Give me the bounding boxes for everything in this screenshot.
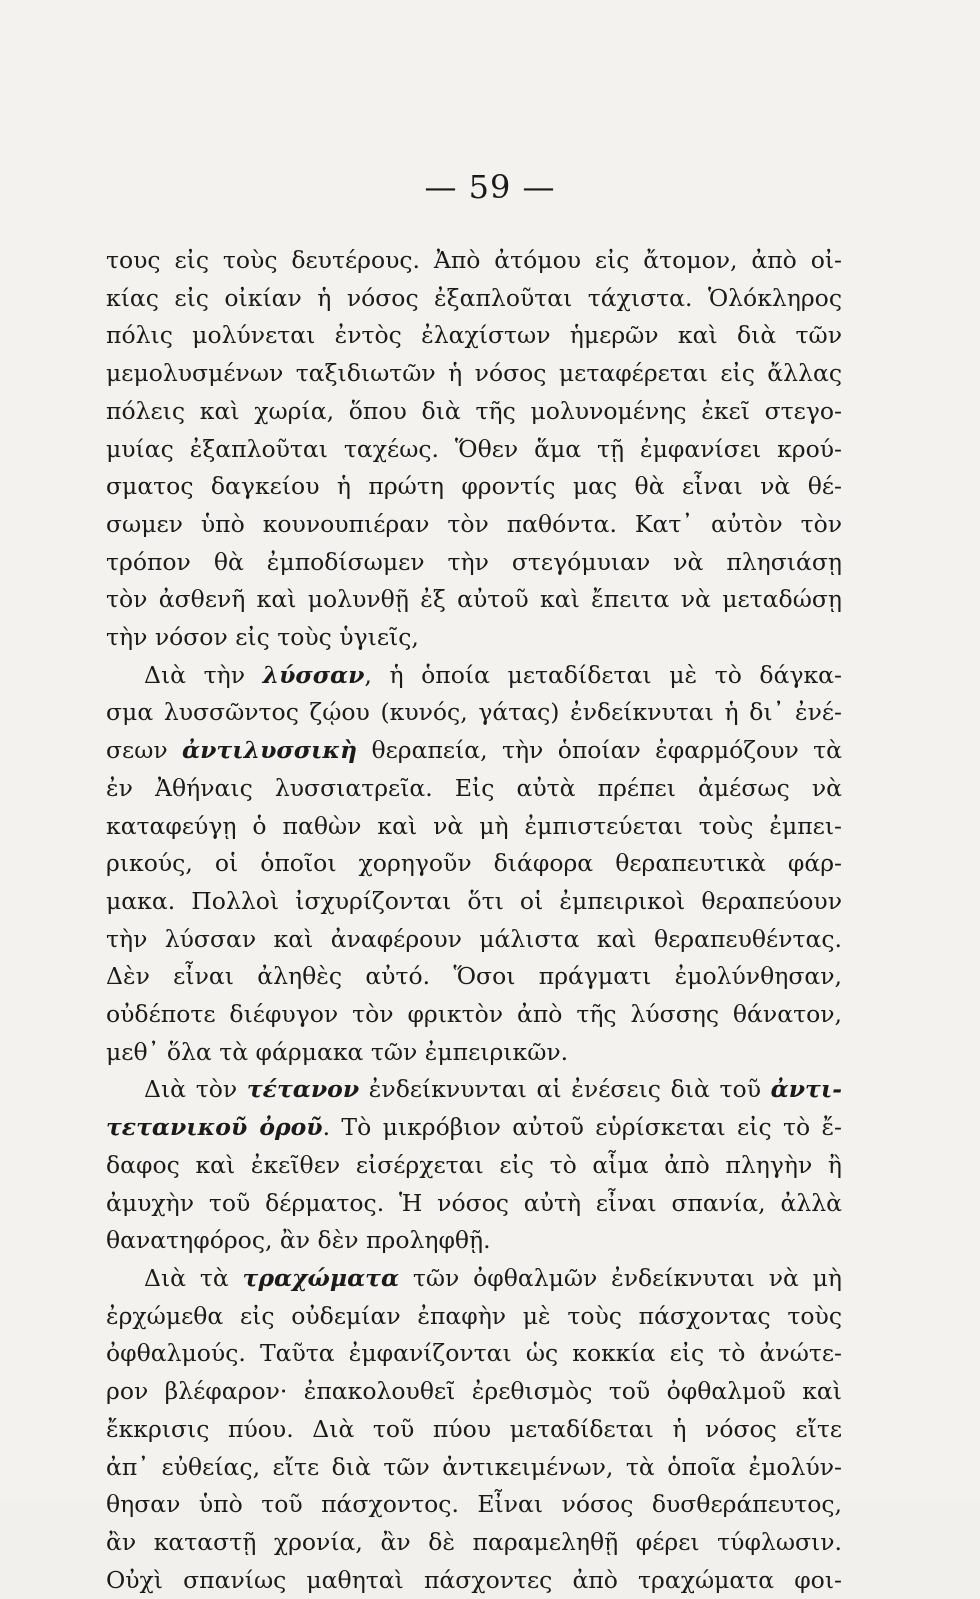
text-line [106, 468, 842, 506]
text-segment: σμα λυσσῶντος ζῴου (κυνός, γάτας) ἐνδείκνυται ἡ δι᾽ ἐνέ- [106, 698, 842, 727]
text-segment: μακα. Πολλοὶ ἰσχυρίζονται ὅτι οἱ ἐμπειρικοὶ θεραπεύουν [106, 886, 842, 915]
text-segment: σεων [106, 736, 183, 765]
text-line [106, 393, 842, 431]
text-segment: τους εἰς τοὺς δευτέρους. Ἀπὸ ἀτόμου εἰς ἄτομον, ἀπὸ οἰ- [106, 246, 842, 274]
text-segment: τὴν λύσσαν καὶ ἀναφέρουν μάλιστα καὶ θεραπευθέντας. [106, 924, 842, 953]
text-segment: καταφεύγῃ ὁ παθὼν καὶ νὰ μὴ ἐμπιστεύεται τοὺς ἐμπει- [106, 811, 842, 840]
text-segment: τῶν ὀφθαλμῶν ἐνδείκνυται νὰ μὴ [399, 1263, 842, 1292]
text-segment: θησαν ὑπὸ τοῦ πάσχοντος. Εἶναι νόσος δυσθεράπευτος, [106, 1490, 842, 1519]
text-segment: μεμολυσμένων ταξιδιωτῶν ἡ νόσος μεταφέρεται εἰς ἄλλας [106, 359, 842, 388]
emphasized-term: λύσσαν [262, 660, 365, 689]
text-segment: κίας εἰς οἰκίαν ἡ νόσος ἐξαπλοῦται τάχιστα. Ὁλόκληρος [106, 283, 842, 312]
text-segment: τὴν νόσον εἰς τοὺς ὑγιεῖς, [106, 623, 419, 652]
text-segment: ἂν καταστῇ χρονία, ἂν δὲ παραμεληθῇ φέρει τύφλωσιν. [106, 1527, 842, 1556]
text-line [106, 1034, 842, 1072]
text-segment: ἀπ᾽ εὐθείας, εἴτε διὰ τῶν ἀντικειμένων, τὰ ὁποῖα ἐμολύν- [106, 1452, 842, 1481]
body-text [106, 242, 842, 1599]
text-line [106, 770, 842, 808]
text-line [106, 242, 842, 280]
text-line [106, 1486, 842, 1524]
text-line [106, 657, 842, 695]
emphasized-term: τραχώματα [242, 1263, 400, 1292]
text-segment: Δὲν εἶναι ἀληθὲς αὐτό. Ὅσοι πράγματι ἐμολύνθησαν, [106, 962, 842, 991]
text-segment: θανατηφόρος, ἂν δὲν προληφθῇ. [106, 1226, 491, 1255]
text-line [106, 355, 842, 393]
text-line [106, 694, 842, 732]
text-segment: οὐδέποτε διέφυγον τὸν φρικτὸν ἀπὸ τῆς λύσσης θάνατον, [106, 1000, 842, 1029]
text-segment: ἐν Ἀθήναις λυσσιατρεῖα. Εἰς αὐτὰ πρέπει ἀμέσως νὰ [106, 773, 842, 802]
text-segment: πόλεις καὶ χωρία, ὅπου διὰ τῆς μολυνομένης ἐκεῖ στεγο- [106, 396, 842, 425]
text-segment: Διὰ τὸν [144, 1075, 247, 1104]
emphasized-term: τετανικοῦ ὀροῦ [106, 1113, 323, 1142]
text-segment: , ἡ ὁποία μεταδίδεται μὲ τὸ δάγκα- [364, 660, 842, 689]
text-line [106, 996, 842, 1034]
text-segment: τὸν ἀσθενῆ καὶ μολυνθῇ ἐξ αὐτοῦ καὶ ἔπειτα νὰ μεταδώσῃ [106, 585, 842, 614]
text-line [106, 1373, 842, 1411]
emphasized-term: ἀντι- [770, 1075, 842, 1104]
text-line [106, 280, 842, 318]
text-segment: σωμεν ὑπὸ κουνουπιέραν τὸν παθόντα. Κατ᾽ αὐτὸν τὸν [106, 509, 842, 538]
text-line [106, 1562, 842, 1599]
text-line [106, 581, 842, 619]
text-segment: . Τὸ μικρόβιον αὐτοῦ εὑρίσκεται εἰς τὸ ἔ- [322, 1113, 842, 1142]
text-line [106, 921, 842, 959]
text-line [106, 1109, 842, 1147]
text-line [106, 506, 842, 544]
text-line [106, 1298, 842, 1336]
text-line [106, 732, 842, 770]
text-segment: ρικούς, οἱ ὁποῖοι χορηγοῦν διάφορα θεραπευτικὰ φάρ- [106, 849, 842, 878]
page-number: — 59 — [424, 168, 556, 206]
text-line [106, 883, 842, 921]
text-segment: μεθ᾽ ὅλα τὰ φάρμακα τῶν ἐμπειρικῶν. [106, 1037, 569, 1066]
text-line [106, 1260, 842, 1298]
text-segment: Διὰ τὴν [144, 660, 263, 689]
text-line [106, 1222, 842, 1260]
text-line [106, 1071, 842, 1109]
text-line [106, 1449, 842, 1487]
text-line [106, 1524, 842, 1562]
text-segment: πόλις μολύνεται ἐντὸς ἐλαχίστων ἡμερῶν καὶ διὰ τῶν [106, 321, 842, 350]
text-line [106, 1411, 842, 1449]
text-line [106, 544, 842, 582]
text-line [106, 1147, 842, 1185]
text-segment: ἀμυχὴν τοῦ δέρματος. Ἡ νόσος αὐτὴ εἶναι σπανία, ἀλλὰ [106, 1188, 842, 1217]
text-line [106, 845, 842, 883]
text-line [106, 958, 842, 996]
text-segment: δαφος καὶ ἐκεῖθεν εἰσέρχεται εἰς τὸ αἷμα ἀπὸ πληγὴν ἢ [106, 1150, 842, 1179]
text-line [106, 1335, 842, 1373]
text-segment: σματος δαγκείου ἡ πρώτη φροντίς μας θὰ εἶναι νὰ θέ- [106, 472, 842, 501]
text-segment: ρον βλέφαρον· ἐπακολουθεῖ ἐρεθισμὸς τοῦ ὀφθαλμοῦ καὶ [106, 1377, 842, 1406]
text-line [106, 619, 842, 657]
text-segment: ὀφθαλμούς. Ταῦτα ἐμφανίζονται ὡς κοκκία εἰς τὸ ἀνώτε- [106, 1339, 842, 1368]
text-line [106, 1185, 842, 1223]
text-line [106, 808, 842, 846]
text-segment: ἐνδείκνυνται αἱ ἐνέσεις διὰ τοῦ [359, 1075, 771, 1104]
text-segment: θεραπεία, τὴν ὁποίαν ἐφαρμόζουν τὰ [357, 736, 842, 765]
text-line [106, 431, 842, 469]
emphasized-term: τέτανον [246, 1075, 360, 1104]
text-line [106, 317, 842, 355]
text-segment: μυίας ἐξαπλοῦται ταχέως. Ὅθεν ἅμα τῇ ἐμφανίσει κρού- [106, 434, 842, 463]
text-segment: Διὰ τὰ [144, 1263, 243, 1292]
emphasized-term: ἀντιλυσσικὴ [182, 736, 358, 765]
text-segment: τρόπον θὰ ἐμποδίσωμεν τὴν στεγόμυιαν νὰ πλησιάσῃ [106, 547, 842, 576]
text-segment: Οὐχὶ σπανίως μαθηταὶ πάσχοντες ἀπὸ τραχώματα φοι- [106, 1565, 842, 1594]
text-segment: ἐρχώμεθα εἰς οὐδεμίαν ἐπαφὴν μὲ τοὺς πάσχοντας τοὺς [106, 1301, 842, 1330]
text-segment: ἔκκρισις πύου. Διὰ τοῦ πύου μεταδίδεται ἡ νόσος εἴτε [106, 1414, 842, 1443]
